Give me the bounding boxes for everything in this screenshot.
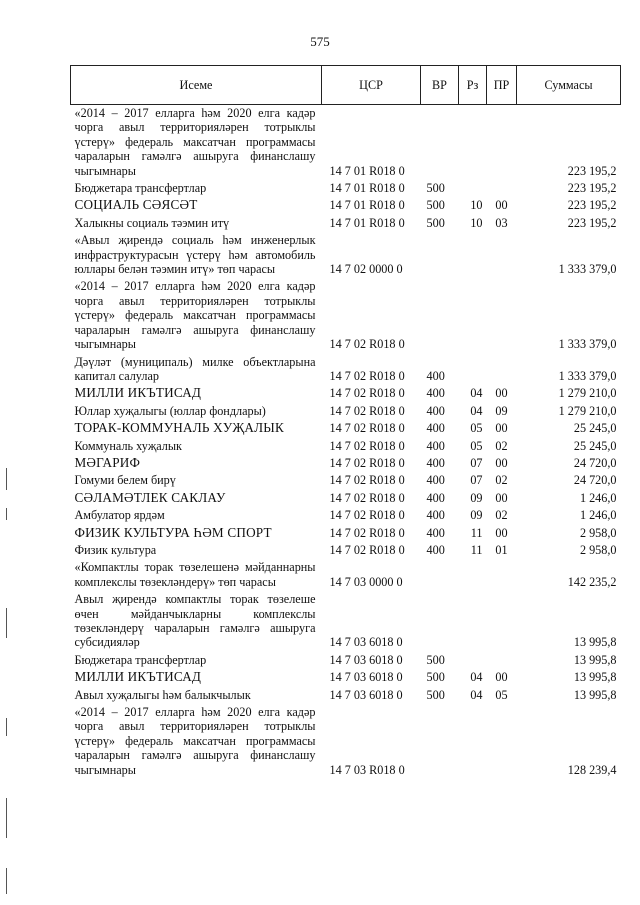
cell-rz	[459, 704, 487, 779]
cell-vr: 400	[426, 403, 445, 418]
cell-pr: 00	[495, 455, 508, 470]
table-row	[71, 455, 621, 472]
column-header-name: Исеме	[71, 66, 322, 105]
cell-sum: 13 995,8	[573, 670, 617, 685]
cell-sum: 1 246,0	[579, 508, 617, 523]
cell-csr: 14 7 02 R018 0	[329, 473, 405, 488]
table-row	[71, 687, 621, 704]
cell-rz	[459, 354, 487, 386]
cell-name: ТОРАК-КОММУНАЛЬ ХУҖАЛЫК	[74, 420, 284, 436]
cell-name: СОЦИАЛЬ СӘЯСӘТ	[74, 197, 198, 213]
cell-pr	[487, 354, 517, 386]
column-header-rz: Рз	[459, 66, 487, 105]
cell-rz	[459, 559, 487, 591]
cell-rz: 09	[470, 508, 483, 523]
cell-vr: 400	[426, 438, 445, 453]
table-row	[71, 591, 621, 652]
cell-name: «Авыл җирендә социаль һәм инженерлык инфраструктурасын үстерү һәм автомобиль юллары белән тәэмин итү» төп чарасы	[74, 233, 316, 277]
cell-csr: 14 7 02 R018 0	[329, 403, 405, 418]
cell-pr: 09	[495, 403, 508, 418]
cell-csr: 14 7 01 R018 0	[329, 181, 405, 196]
cell-pr: 00	[495, 670, 508, 685]
cell-rz	[459, 232, 487, 278]
cell-sum: 1 333 379,0	[558, 337, 617, 352]
budget-table	[70, 65, 621, 779]
table-row	[71, 669, 621, 686]
cell-rz	[459, 652, 487, 669]
cell-rz: 07	[470, 455, 483, 470]
cell-sum: 1 246,0	[579, 490, 617, 505]
cell-name: Бюджетара трансфертлар	[74, 181, 207, 196]
cell-name: Гомуми белем бирү	[74, 473, 176, 488]
cell-name: «Компактлы торак төзелешенә мәйданнарны комплекслы төзекләндерү» төп чарасы	[74, 560, 316, 589]
cell-vr: 400	[426, 490, 445, 505]
cell-csr: 14 7 02 R018 0	[329, 438, 405, 453]
cell-vr: 500	[426, 687, 445, 702]
table-row	[71, 559, 621, 591]
cell-csr: 14 7 01 R018 0	[329, 163, 405, 178]
cell-csr: 14 7 03 0000 0	[329, 574, 403, 589]
cell-name: «2014 – 2017 елларга һәм 2020 елга кадәр чорга авыл территорияләрен тотрыклы үстерү» федераль максатчан программасы чараларын гамәлгә ашыруга финанслашу чыгымнары	[74, 705, 316, 777]
cell-name: Авыл хуҗалыгы һәм балыкчылык	[74, 687, 251, 702]
table-row	[71, 403, 621, 420]
table-row	[71, 420, 621, 437]
table-row	[71, 704, 621, 779]
table-header-row	[71, 66, 621, 105]
cell-name: Авыл җирендә компактлы торак төзелеше өчен мәйданчыкларны комплекслы төзекләндерү чараларын гамәлгә ашыруга субсидияләр	[74, 592, 316, 650]
cell-vr: 400	[426, 508, 445, 523]
cell-name: Амбулатор ярдәм	[74, 508, 165, 523]
cell-name: ФИЗИК КУЛЬТУРА ҺӘМ СПОРТ	[74, 524, 272, 540]
cell-rz	[459, 105, 487, 181]
cell-vr	[421, 278, 459, 353]
column-header-sum: Суммасы	[517, 66, 621, 105]
table-row	[71, 507, 621, 524]
cell-csr: 14 7 03 6018 0	[329, 670, 403, 685]
cell-name: СӘЛАМӘТЛЕК САКЛАУ	[74, 489, 226, 505]
cell-rz: 11	[470, 542, 483, 557]
cell-sum: 25 245,0	[573, 438, 617, 453]
cell-vr: 400	[426, 368, 445, 383]
cell-pr: 00	[495, 198, 508, 213]
cell-vr	[421, 591, 459, 652]
cell-name: Халыкны социаль тәэмин итү	[74, 215, 230, 230]
table-row	[71, 542, 621, 559]
table-row	[71, 472, 621, 489]
cell-rz: 05	[470, 421, 483, 436]
cell-csr: 14 7 02 R018 0	[329, 490, 405, 505]
cell-pr: 03	[495, 215, 508, 230]
cell-pr: 02	[495, 438, 508, 453]
cell-sum: 1 333 379,0	[558, 368, 617, 383]
cell-rz	[459, 278, 487, 353]
table-row	[71, 232, 621, 278]
cell-name: Физик культура	[74, 542, 157, 557]
cell-sum: 1 333 379,0	[558, 262, 617, 277]
table-row	[71, 215, 621, 232]
table-row	[71, 525, 621, 542]
cell-sum: 13 995,8	[573, 635, 617, 650]
cell-rz: 10	[470, 215, 483, 230]
table-row	[71, 105, 621, 181]
cell-sum: 142 235,2	[567, 574, 617, 589]
cell-csr: 14 7 02 0000 0	[329, 262, 403, 277]
table-row	[71, 197, 621, 214]
cell-vr: 500	[426, 670, 445, 685]
cell-name: Дәүләт (муниципаль) милке объектларына капитал салулар	[74, 354, 316, 383]
column-header-csr: ЦСР	[322, 66, 421, 105]
cell-name: Коммуналь хуҗалык	[74, 438, 182, 453]
cell-csr: 14 7 02 R018 0	[329, 421, 405, 436]
cell-pr: 02	[495, 473, 508, 488]
cell-vr	[421, 232, 459, 278]
cell-pr	[487, 180, 517, 197]
cell-rz: 07	[470, 473, 483, 488]
cell-rz: 04	[470, 403, 483, 418]
cell-pr: 01	[495, 542, 508, 557]
cell-csr: 14 7 02 R018 0	[329, 455, 405, 470]
cell-csr: 14 7 02 R018 0	[329, 368, 405, 383]
table-row	[71, 180, 621, 197]
scan-margin-marks	[6, 468, 8, 898]
cell-vr: 500	[426, 198, 445, 213]
cell-name: Юллар хуҗалыгы (юллар фондлары)	[74, 403, 266, 418]
cell-vr: 400	[426, 386, 445, 401]
table-row	[71, 354, 621, 386]
cell-name: «2014 – 2017 елларга һәм 2020 елга кадәр чорга авыл территорияләрен тотрыклы үстерү» федераль максатчан программасы чараларын гамәлгә ашыруга финанслашу чыгымнары	[74, 279, 316, 352]
cell-csr: 14 7 03 6018 0	[329, 687, 403, 702]
cell-name: МИЛЛИ ИКЪТИСАД	[74, 669, 202, 685]
cell-rz	[459, 180, 487, 197]
column-header-vr: ВР	[421, 66, 459, 105]
cell-vr: 400	[426, 542, 445, 557]
cell-sum: 1 279 210,0	[558, 386, 617, 401]
cell-rz: 04	[470, 386, 483, 401]
cell-vr: 400	[426, 455, 445, 470]
cell-csr: 14 7 03 6018 0	[329, 652, 403, 667]
cell-pr	[487, 105, 517, 181]
cell-csr: 14 7 01 R018 0	[329, 198, 405, 213]
column-header-pr: ПР	[487, 66, 517, 105]
cell-rz: 04	[470, 670, 483, 685]
cell-pr	[487, 591, 517, 652]
page-number: 575	[310, 34, 330, 49]
cell-pr	[487, 652, 517, 669]
cell-sum: 25 245,0	[573, 421, 617, 436]
cell-sum: 223 195,2	[567, 215, 617, 230]
cell-sum: 2 958,0	[579, 542, 617, 557]
cell-sum: 128 239,4	[567, 762, 617, 777]
cell-rz: 09	[470, 490, 483, 505]
cell-pr	[487, 559, 517, 591]
cell-sum: 223 195,2	[567, 181, 617, 196]
cell-pr: 00	[495, 525, 508, 540]
cell-sum: 13 995,8	[573, 687, 617, 702]
cell-csr: 14 7 02 R018 0	[329, 508, 405, 523]
cell-pr: 05	[495, 687, 508, 702]
cell-rz: 11	[470, 525, 483, 540]
cell-vr: 500	[426, 181, 445, 196]
cell-pr: 00	[495, 386, 508, 401]
cell-pr: 00	[495, 421, 508, 436]
cell-csr: 14 7 02 R018 0	[329, 386, 405, 401]
cell-name: МИЛЛИ ИКЪТИСАД	[74, 385, 202, 401]
cell-rz	[459, 591, 487, 652]
cell-vr	[421, 704, 459, 779]
cell-vr	[421, 559, 459, 591]
cell-vr: 400	[426, 421, 445, 436]
cell-vr: 400	[426, 473, 445, 488]
cell-pr	[487, 232, 517, 278]
cell-sum: 24 720,0	[573, 473, 617, 488]
cell-sum: 24 720,0	[573, 455, 617, 470]
cell-vr: 500	[426, 652, 445, 667]
cell-sum: 1 279 210,0	[558, 403, 617, 418]
cell-sum: 223 195,2	[567, 198, 617, 213]
table-row	[71, 438, 621, 455]
cell-rz: 10	[470, 198, 483, 213]
cell-rz: 05	[470, 438, 483, 453]
cell-csr: 14 7 01 R018 0	[329, 215, 405, 230]
cell-sum: 2 958,0	[579, 525, 617, 540]
cell-name: «2014 – 2017 елларга һәм 2020 елга кадәр чорга авыл территорияләрен тотрыклы үстерү» федераль максатчан программасы чараларын гамәлгә ашыруга финанслашу чыгымнары	[74, 106, 316, 178]
cell-vr: 500	[426, 215, 445, 230]
table-row	[71, 385, 621, 402]
cell-vr	[421, 105, 459, 181]
cell-pr	[487, 278, 517, 353]
table-body	[71, 105, 621, 780]
cell-name: МӘГАРИФ	[74, 454, 141, 470]
cell-csr: 14 7 02 R018 0	[329, 337, 405, 352]
cell-pr: 02	[495, 508, 508, 523]
table-row	[71, 652, 621, 669]
table-row	[71, 490, 621, 507]
cell-csr: 14 7 03 R018 0	[329, 762, 405, 777]
cell-rz: 04	[470, 687, 483, 702]
table-row	[71, 278, 621, 353]
cell-csr: 14 7 03 6018 0	[329, 635, 403, 650]
cell-pr: 00	[495, 490, 508, 505]
cell-pr	[487, 704, 517, 779]
cell-vr: 400	[426, 525, 445, 540]
cell-sum: 223 195,2	[567, 163, 617, 178]
cell-sum: 13 995,8	[573, 652, 617, 667]
cell-csr: 14 7 02 R018 0	[329, 542, 405, 557]
cell-csr: 14 7 02 R018 0	[329, 525, 405, 540]
cell-name: Бюджетара трансфертлар	[74, 652, 207, 667]
